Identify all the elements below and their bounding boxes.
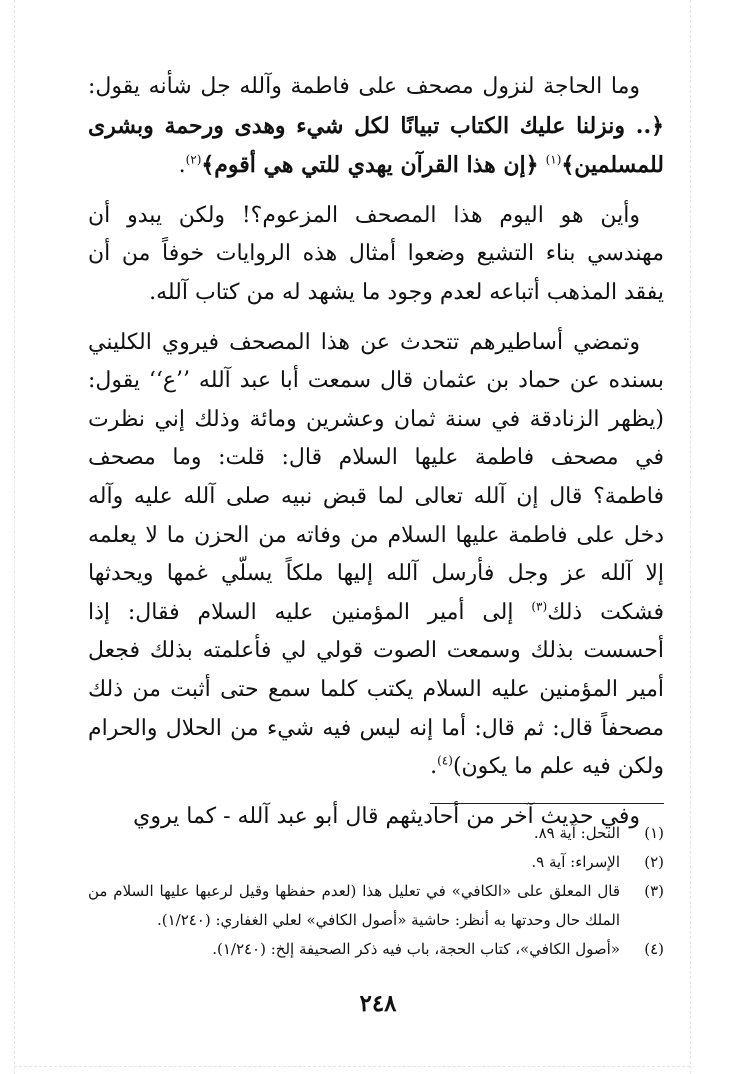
paragraph-1-intro: وما الحاجة لنزول مصحف على فاطمة وآلله جل شأنه يقول: [88,74,640,99]
footnote-number: (١) [644,824,664,842]
paragraph-1 [88,68,664,186]
footnote-ref-3[interactable]: (٣) [531,599,548,614]
footnotes [88,819,664,964]
footnote-separator [430,803,664,804]
quran-verse-2: إن هذا القرآن يهدي للتي هي أقوم [214,152,526,179]
footnote-text: قال المعلق على «الكافي» في تعليل هذا (لعدم حفظها وقيل لرعبها عليها السلام من الملك حال وحدتها به أنظر: حاشية «أصول الكافي» لعلي الغفاري: (١/٢٤٠). [88,882,620,929]
paragraph-1-end: . [178,153,186,179]
quran-brace-close-2: ﴾ [201,152,215,179]
footnote-ref-4[interactable]: (٤) [437,753,453,768]
footnote-1 [88,819,664,848]
paragraph-2: وأين هو اليوم هذا المصحف المزعوم؟! ولكن يبدو أن مهندسي بناء التشيع وضعوا أمثال هذه الروايات خوفاً من أن يفقد المذهب أتباعه لعدم وجود ما يشهد له من كتاب آلله. [88,202,664,305]
paragraph-3-part-a: وتمضي أساطيرهم تتحدث عن هذا المصحف فيروي الكليني بسنده عن حماد بن عثمان قال سمعت أبا عبد آلله ’’ع‘‘ يقول: (يظهر الزنادقة في سنة ثمان وعشرين ومائة وذلك إني نظرت في مصحف فاطمة عليها السلام قال: قلت: وما مصحف فاطمة؟ قال إن آلله تعالى لما قبض نبيه صلى آلله عليه وآله دخل على فاطمة عليها السلام من وفاته من الحزن ما لا يعلمه إلا آلله عز وجل فأرسل آلله إليها ملكاً يسلّي غمها ويحدثها فشكت ذلك [88,329,665,625]
quran-brace-close: ﴾ [561,152,575,179]
paragraph-3 [88,324,664,787]
quran-brace-open-2: ﴿ [525,152,539,179]
footnote-4 [88,935,664,964]
footnote-text: «أصول الكافي»، كتاب الحجة، باب فيه ذكر الصحيفة إلخ: (١/٢٤٠). [212,940,620,958]
footnote-3 [88,877,664,935]
paragraph-4: وفي حديث آخر من أحاديثهم قال أبو عبد آلله - كما يروي [133,803,640,829]
footnote-text: النحل: آية ٨٩. [533,824,620,842]
footnote-2 [88,848,664,877]
main-text [88,68,664,836]
scan-frame-bottom-edge [14,1066,690,1067]
quran-brace-open: ﴿ [651,112,664,139]
page-number: ٢٤٨ [359,990,397,1017]
footnote-number: (٤) [644,940,664,958]
footnote-number: (٢) [644,853,664,871]
paragraph-3-part-b: إلى أمير المؤمنين عليه السلام فقال: إذا أحسست بذلك وسمعت الصوت قولي لي فأعلمته بذلك فجعل أمير المؤمنين عليه السلام يكتب كلما سمع حتى أثبت من ذلك مصحفاً قال: ثم قال: أما إنه ليس فيه شيء من الحلال والحرام ولكن فيه علم ما يكون) [88,599,664,780]
scan-frame-right-edge [690,0,691,1074]
quran-verse-1: .. ونزلنا عليك الكتاب تبيانًا لكل شيء وهدى ورحمة وبشرى للمسلمين [88,112,664,179]
footnote-ref-2[interactable]: (٢) [185,152,202,167]
footnote-ref-1[interactable]: (١) [545,152,562,167]
scan-frame-left-edge [14,0,15,1074]
footnote-number: (٣) [644,882,664,900]
footnote-text: الإسراء: آية ٩. [531,853,620,871]
paragraph-3-end: . [430,754,438,780]
